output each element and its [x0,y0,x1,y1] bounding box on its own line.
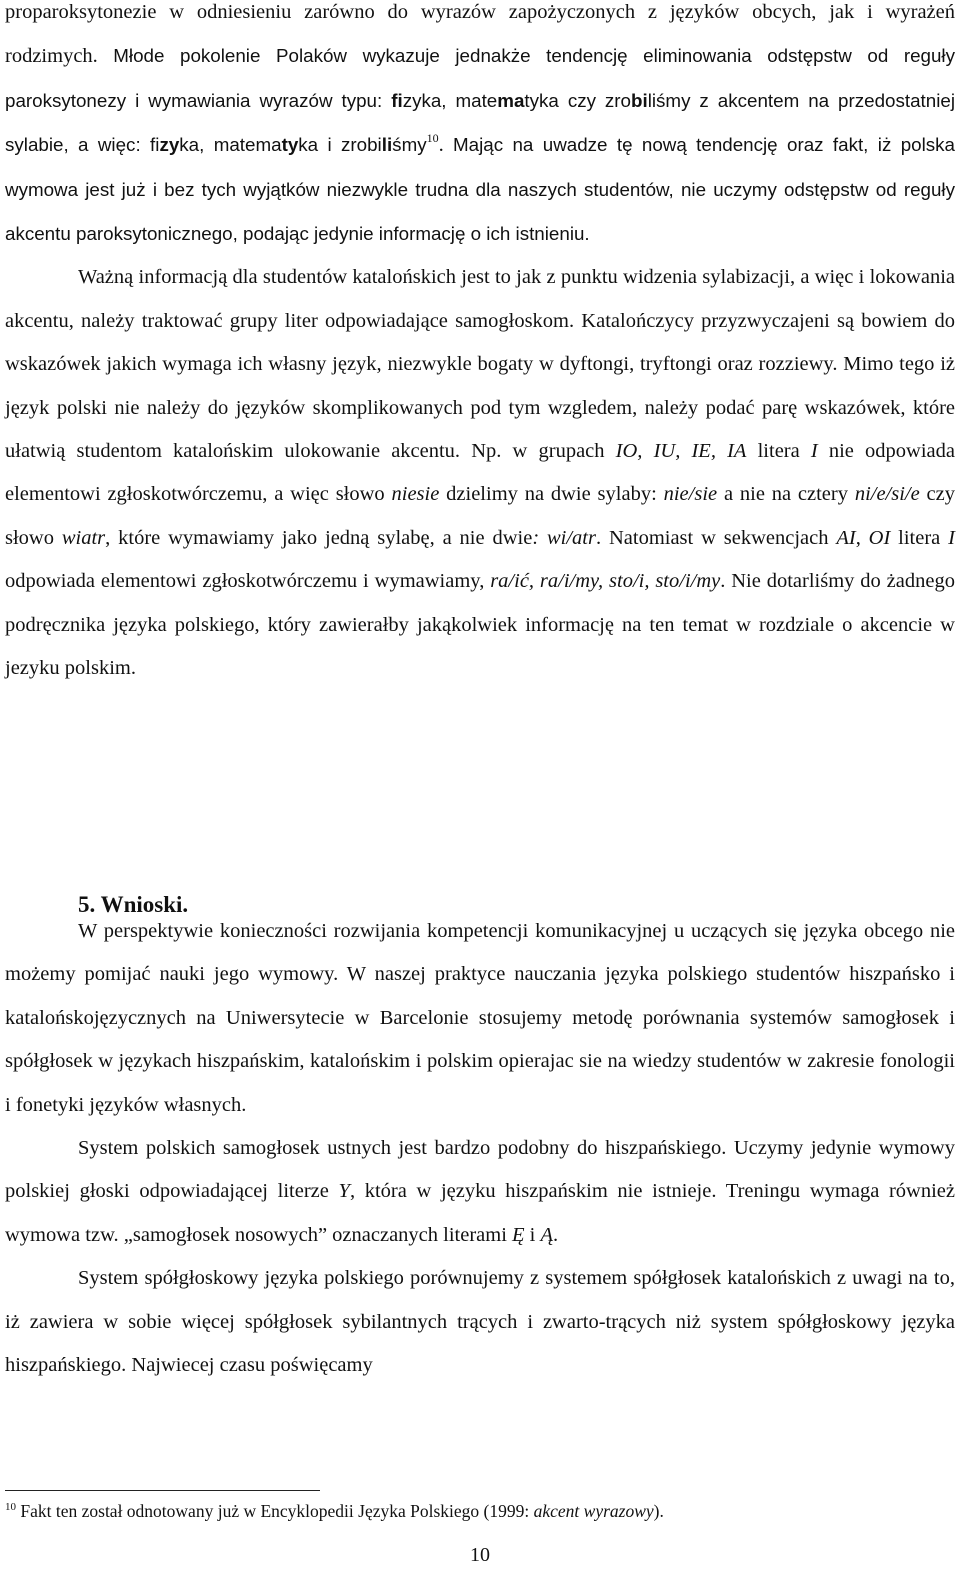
italic-example: : wi/atr [532,526,596,549]
body-text-top [5,0,955,691]
text-run: , [855,526,869,549]
italic-example: ni/e/si/e [854,483,920,506]
italic-example: I [948,526,955,549]
page-number: 10 [470,1544,490,1566]
text-run: czy słowo [5,483,955,549]
stressed-syllable: zy [159,134,180,156]
paragraph-5: System spółgłoskowy języka polskiego porównujemy z systemem spółgłosek katalońskich z uwagi na to, iż zawiera w sobie więcej spółgłosek sybilantnych trących i zwarto-trących niż system spółgłoskowy języka hiszpańskiego. Najwiecej czasu poświęcamy [5,1267,955,1377]
footnote-italic: akcent wyrazowy [533,1501,654,1521]
text-run: Młode pokolenie Polaków wykazuje jednakże tendencję eliminowania [113,45,752,67]
italic-example: nie/sie [663,483,718,506]
body-text-bottom [5,910,955,1387]
italic-example: wiatr [61,526,106,549]
text-run: . Nie dotarliśmy do żadnego podręcznika języka polskiego, który zawierałby jakąkolwiek informację na ten temat w rozdziale o akcencie w jezyku polskim. [5,570,955,680]
footnote-text: ). [653,1501,664,1521]
text-run: a nie na cztery [717,483,855,506]
text-run: ka, matema [179,134,282,156]
text-run: . Natomiast w sekwencjach [595,526,837,549]
section-heading: 5. Wnioski. [78,892,189,918]
text-run: litera [746,440,811,463]
text-run: tyka czy [524,89,596,111]
text-run: śmy [392,134,427,156]
text-run: liśmy z akcentem na przedostatniej sylabie, a więc: fi [5,89,955,156]
italic-example: Y [338,1180,350,1203]
text-run: zyka, mate [402,89,498,111]
italic-example: IO, IU, IE, IA [615,440,747,463]
italic-example: ra/ić, ra/i/my, sto/i, sto/i/my [490,570,721,593]
text-run: . [438,134,444,157]
text-run: i [524,1223,541,1246]
text-run: ka i zrobi [298,134,382,156]
text-run: nie odpowiada elementowi zgłoskotwórczemu, a więc słowo [5,440,955,506]
italic-example: AI [836,526,856,549]
text-run: proparoksytonezie w odniesieniu zarówno do wyrazów zapożyczonych z języków obcych, jak [5,1,855,23]
text-run: odstępstw od reguły paroksytonezy i wymawiania wyrazów typu: [5,45,955,111]
text-run: dzielimy na dwie sylaby: [439,483,664,506]
text-run: Ważną informacją dla studentów katalońskich jest to jak z punktu widzenia sylabizacji, a więc i lokowania akcentu, należy traktować grupy liter odpowiadające samogłoskom. Katalończycy przyzwyczajeni są bowiem do wskazówek jakich wymaga ich własny język, niezwykle bogaty w dyftongi, tryftongi oraz rozziewy. Mimo tego iż język polski nie należy do języków skomplikowanych pod tym wzgledem, należy podać parę wskazówek, które ułatwią studentom katalońskim ulokowanie akcentu. Np. w grupach [5,266,955,463]
text-run: litera [890,526,949,549]
paragraph-4 [5,1127,955,1257]
paragraph-3: W perspektywie konieczności rozwijania kompetencji komunikacyjnej u uczących się języka obcego nie możemy pomijać nauki jego wymowy. W naszej praktyce nauczania języka polskiego studentów hiszpańsko i katalońskojęzycznych na Uniwersytecie w Barcelonie stosujemy metodę porównania systemów samogłosek i spółgłosek w językach hiszpańskim, katalońskim i polskim opierajac sie na wiedzy studentów w zakresie fonologii i fonetyki języków własnych. [5,920,955,1116]
text-run: . [553,1223,559,1246]
paragraph-1 [5,0,955,256]
italic-example: Ą [540,1223,554,1246]
italic-example: I [810,440,818,463]
text-run: System polskich samogłosek ustnych jest bardzo podobny do hiszpańskiego. Uczymy jedynie wymowy polskiej głoski odpowiadającej literze [5,1137,955,1203]
text-run: , która w języku hiszpańskim nie istnieje. Treningu wymaga również wymowa tzw. „samogłosek nosowych” oznaczanych literami [5,1180,955,1246]
stressed-syllable: fi [391,89,403,111]
text-run: , które wymawiamy jako jedną sylabę, a nie dwie [105,526,533,549]
text-run: odpowiada elementowi zgłoskotwórczemu i wymawiamy, [5,570,491,593]
stressed-syllable: bi [630,89,648,111]
footnote-reference[interactable]: 10 [426,131,439,146]
footnote-number: 10 [5,1501,16,1513]
footnote-separator [5,1490,320,1491]
text-run: zro [604,89,631,111]
footnote-text: Fakt ten został odnotowany już w Encyklopedii Języka Polskiego (1999: [16,1501,534,1521]
footnote [5,1498,955,1524]
stressed-syllable: li [381,134,393,156]
stressed-syllable: ty [281,134,299,156]
paragraph-2 [5,256,955,690]
text-run: Mając na uwadze tę nową tendencję oraz fakt, iż polska wymowa jest już i bez tych wyjątków niezwykle trudna dla naszych studentów, nie uczymy odstępstw od reguły akcentu paroksytonicznego, podając jedynie informację o ich istnieniu. [5,134,955,245]
italic-example: niesie [391,483,440,506]
italic-example: OI [868,526,891,549]
stressed-syllable: ma [497,89,525,111]
text-run: i wyrażeń rodzimych. [5,1,956,68]
italic-example: Ę [512,1223,525,1246]
